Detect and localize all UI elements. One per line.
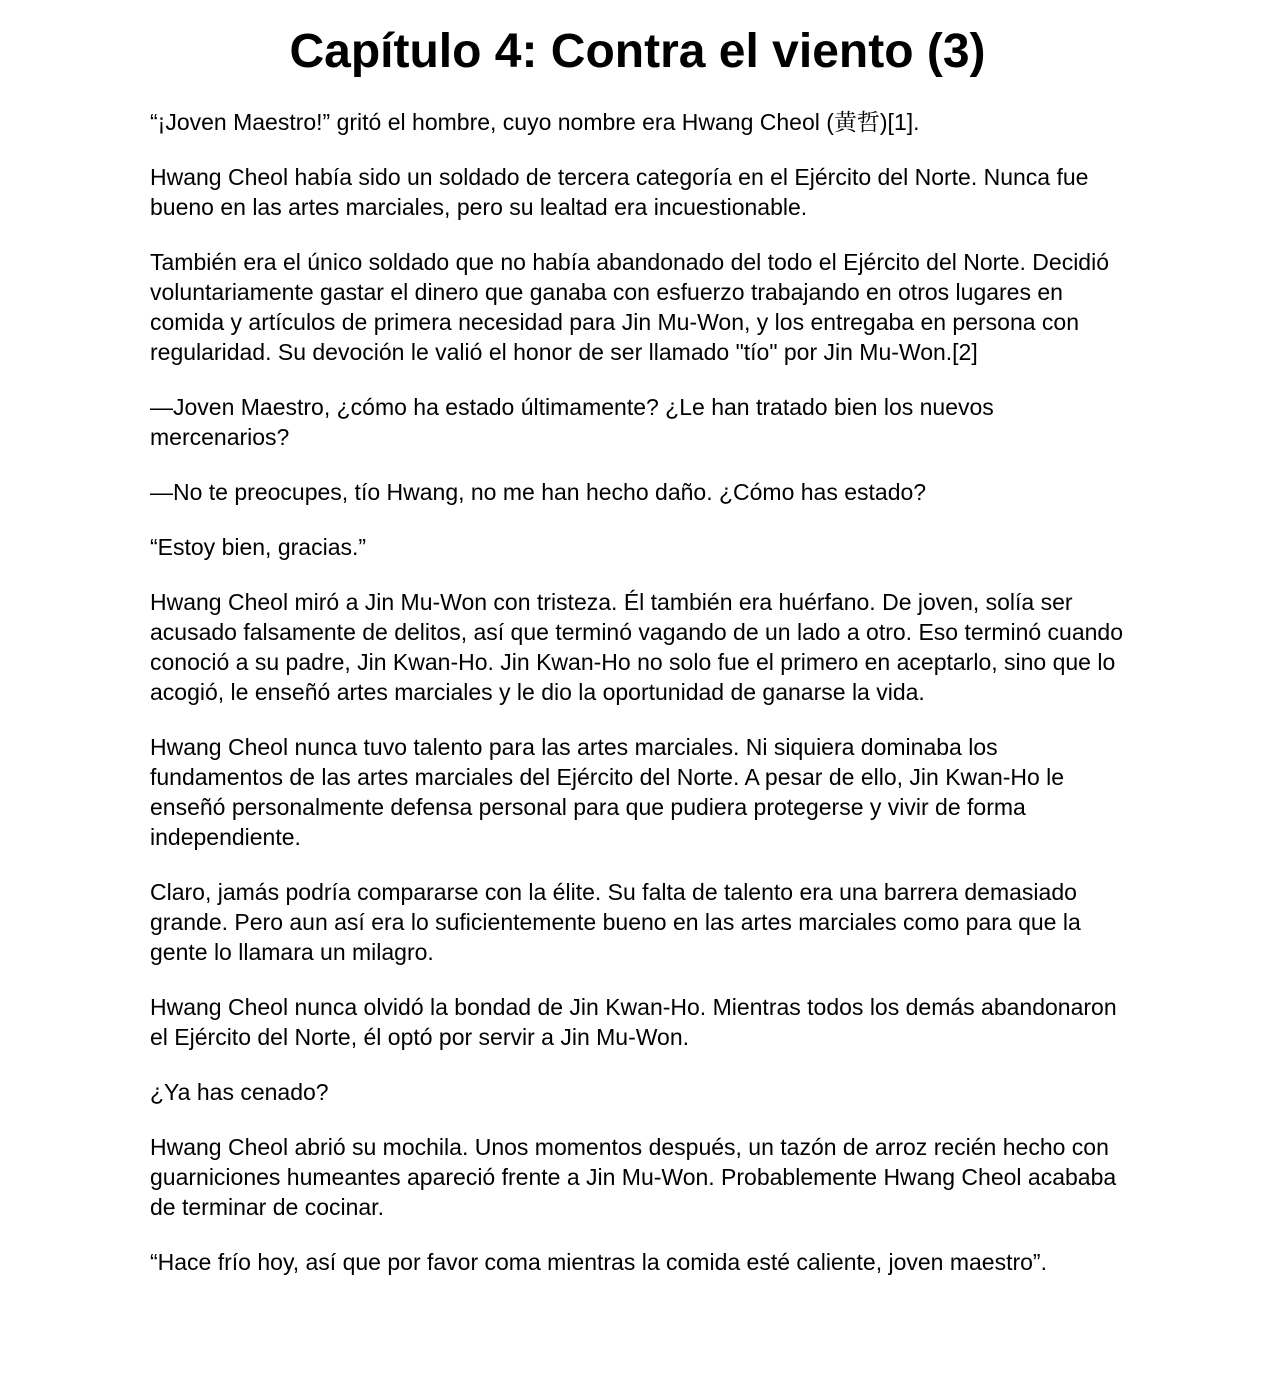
paragraph: Hwang Cheol había sido un soldado de tercera categoría en el Ejército del Norte. Nunca fue bueno en las artes marciales, pero su lealtad era incuestionable. xyxy=(150,164,1089,220)
chapter-title: Capítulo 4: Contra el viento (3) xyxy=(289,25,986,78)
paragraph: —No te preocupes, tío Hwang, no me han hecho daño. ¿Cómo has estado? xyxy=(150,479,927,505)
paragraph: “Estoy bien, gracias.” xyxy=(150,534,367,560)
paragraph: ¿Ya has cenado? xyxy=(150,1079,329,1105)
paragraph: —Joven Maestro, ¿cómo ha estado últimamente? ¿Le han tratado bien los nuevos mercenarios? xyxy=(150,394,994,450)
paragraph: “¡Joven Maestro!” gritó el hombre, cuyo nombre era Hwang Cheol (黄哲)[1]. xyxy=(150,109,920,135)
paragraph: Hwang Cheol nunca olvidó la bondad de Jin Kwan-Ho. Mientras todos los demás abandonaron el Ejército del Norte, él optó por servir a Jin Mu-Won. xyxy=(150,994,1117,1050)
paragraph: Hwang Cheol nunca tuvo talento para las artes marciales. Ni siquiera dominaba los fundamentos de las artes marciales del Ejército del Norte. A pesar de ello, Jin Kwan-Ho le enseñó personalmente defensa personal para que pudiera protegerse y vivir de forma independiente. xyxy=(150,734,1065,850)
paragraph: También era el único soldado que no había abandonado del todo el Ejército del Norte. Decidió voluntariamente gastar el dinero que ganaba con esfuerzo trabajando en otros lugares en comida y artículos de primera necesidad para Jin Mu-Won, y los entregaba en persona con regularidad. Su devoción le valió el honor de ser llamado "tío" por Jin Mu-Won.[2] xyxy=(150,249,1109,365)
paragraph: Hwang Cheol abrió su mochila. Unos momentos después, un tazón de arroz recién hecho con guarniciones humeantes apareció frente a Jin Mu-Won. Probablemente Hwang Cheol acababa de terminar de cocinar. xyxy=(150,1134,1117,1220)
paragraph: Hwang Cheol miró a Jin Mu-Won con tristeza. Él también era huérfano. De joven, solía ser acusado falsamente de delitos, así que terminó vagando de un lado a otro. Eso terminó cuando conoció a su padre, Jin Kwan-Ho. Jin Kwan-Ho no solo fue el primero en aceptarlo, sino que lo acogió, le enseñó artes marciales y le dio la oportunidad de ganarse la vida. xyxy=(150,589,1124,705)
paragraph: “Hace frío hoy, así que por favor coma mientras la comida esté caliente, joven maestro”. xyxy=(150,1249,1047,1275)
chapter-body xyxy=(150,107,1135,1302)
paragraph: Claro, jamás podría compararse con la élite. Su falta de talento era una barrera demasiado grande. Pero aun así era lo suficientemente bueno en las artes marciales como para que la gente lo llamara un milagro. xyxy=(150,879,1081,965)
